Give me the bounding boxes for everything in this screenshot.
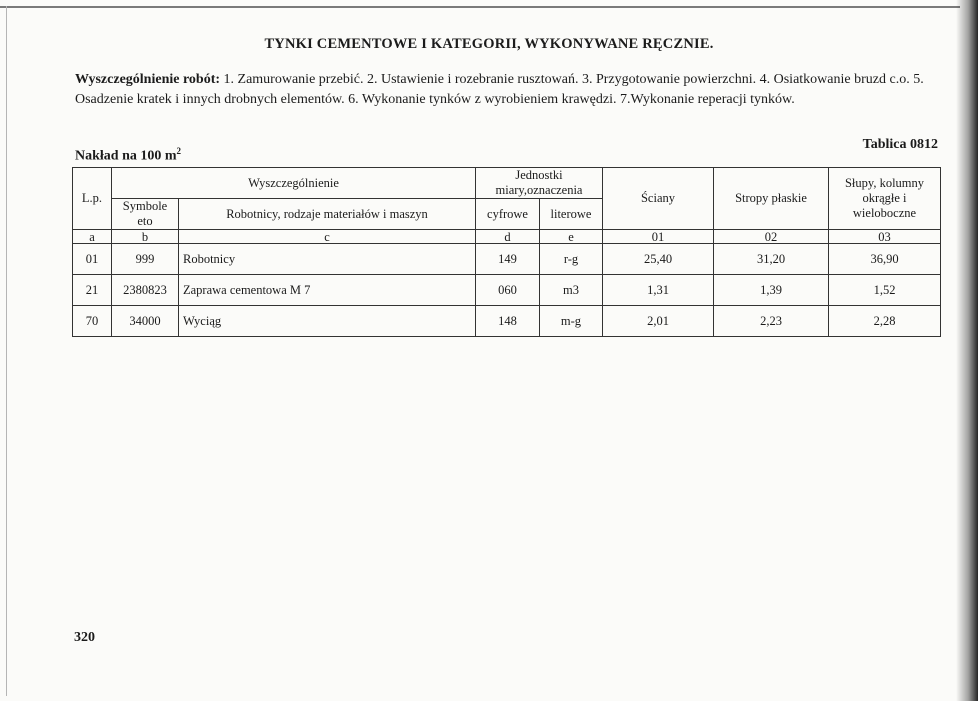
cell-stropy: 1,39	[714, 275, 829, 306]
table-number: Tablica 0812	[862, 137, 938, 152]
header-slupy: Słupy, kolumny okrągłe i wieloboczne	[829, 168, 941, 230]
header-symbole: Symbole eto	[112, 199, 179, 230]
cell-slupy: 1,52	[829, 275, 941, 306]
binding-shadow	[956, 0, 978, 701]
cell-slupy: 2,28	[829, 306, 941, 337]
column-index-cell: e	[540, 230, 603, 244]
naklad-label	[75, 146, 181, 165]
cell-literowe: m-g	[540, 306, 603, 337]
page-number: 320	[74, 630, 95, 645]
work-description-label: Wyszczególnienie robót:	[75, 72, 221, 87]
cell-cyfrowe: 060	[476, 275, 540, 306]
column-index-cell: 03	[829, 230, 941, 244]
header-stropy: Stropy płaskie	[714, 168, 829, 230]
column-index-cell: c	[179, 230, 476, 244]
naklad-text: Nakład na 100 m	[75, 148, 177, 164]
norms-table	[72, 167, 941, 337]
column-index-row	[73, 230, 941, 244]
cell-name: Zaprawa cementowa M 7	[179, 275, 476, 306]
page-top-rule	[0, 6, 960, 8]
cell-lp: 01	[73, 244, 112, 275]
work-description	[75, 70, 927, 110]
cell-symbol: 34000	[112, 306, 179, 337]
table-row	[73, 275, 941, 306]
cell-literowe: m3	[540, 275, 603, 306]
column-index-cell: 02	[714, 230, 829, 244]
cell-cyfrowe: 149	[476, 244, 540, 275]
header-jednostki: Jednostki miary,oznaczenia	[476, 168, 603, 199]
table-row	[73, 244, 941, 275]
work-description-text: 1. Zamurowanie przebić. 2. Ustawienie i rozebranie rusztowań. 3. Przygotowanie powierzchni. 4. Osiatkowanie bruzd c.o. 5. Osadzenie kratek i innych drobnych elementów. 6. Wykonanie tynków z wyrobieniem krawędzi. 7.Wykonanie reperacji tynków.	[75, 72, 924, 107]
naklad-sup: 2	[176, 146, 182, 156]
cell-name: Robotnicy	[179, 244, 476, 275]
table-row	[73, 306, 941, 337]
header-wyszczegolnienie: Wyszczególnienie	[112, 168, 476, 199]
column-index-cell: a	[73, 230, 112, 244]
cell-sciany: 2,01	[603, 306, 714, 337]
header-lp: L.p.	[73, 168, 112, 230]
cell-lp: 21	[73, 275, 112, 306]
cell-symbol: 999	[112, 244, 179, 275]
cell-stropy: 31,20	[714, 244, 829, 275]
cell-literowe: r-g	[540, 244, 603, 275]
cell-lp: 70	[73, 306, 112, 337]
cell-cyfrowe: 148	[476, 306, 540, 337]
page-left-rule	[6, 6, 7, 696]
column-index-cell: 01	[603, 230, 714, 244]
header-sciany: Ściany	[603, 168, 714, 230]
header-robotnicy: Robotnicy, rodzaje materiałów i maszyn	[179, 199, 476, 230]
cell-slupy: 36,90	[829, 244, 941, 275]
column-index-cell: b	[112, 230, 179, 244]
column-index-cell: d	[476, 230, 540, 244]
cell-stropy: 2,23	[714, 306, 829, 337]
cell-symbol: 2380823	[112, 275, 179, 306]
cell-sciany: 25,40	[603, 244, 714, 275]
cell-sciany: 1,31	[603, 275, 714, 306]
page-title: TYNKI CEMENTOWE I KATEGORII, WYKONYWANE RĘCZNIE.	[264, 36, 714, 52]
header-literowe: literowe	[540, 199, 603, 230]
header-cyfrowe: cyfrowe	[476, 199, 540, 230]
cell-name: Wyciąg	[179, 306, 476, 337]
